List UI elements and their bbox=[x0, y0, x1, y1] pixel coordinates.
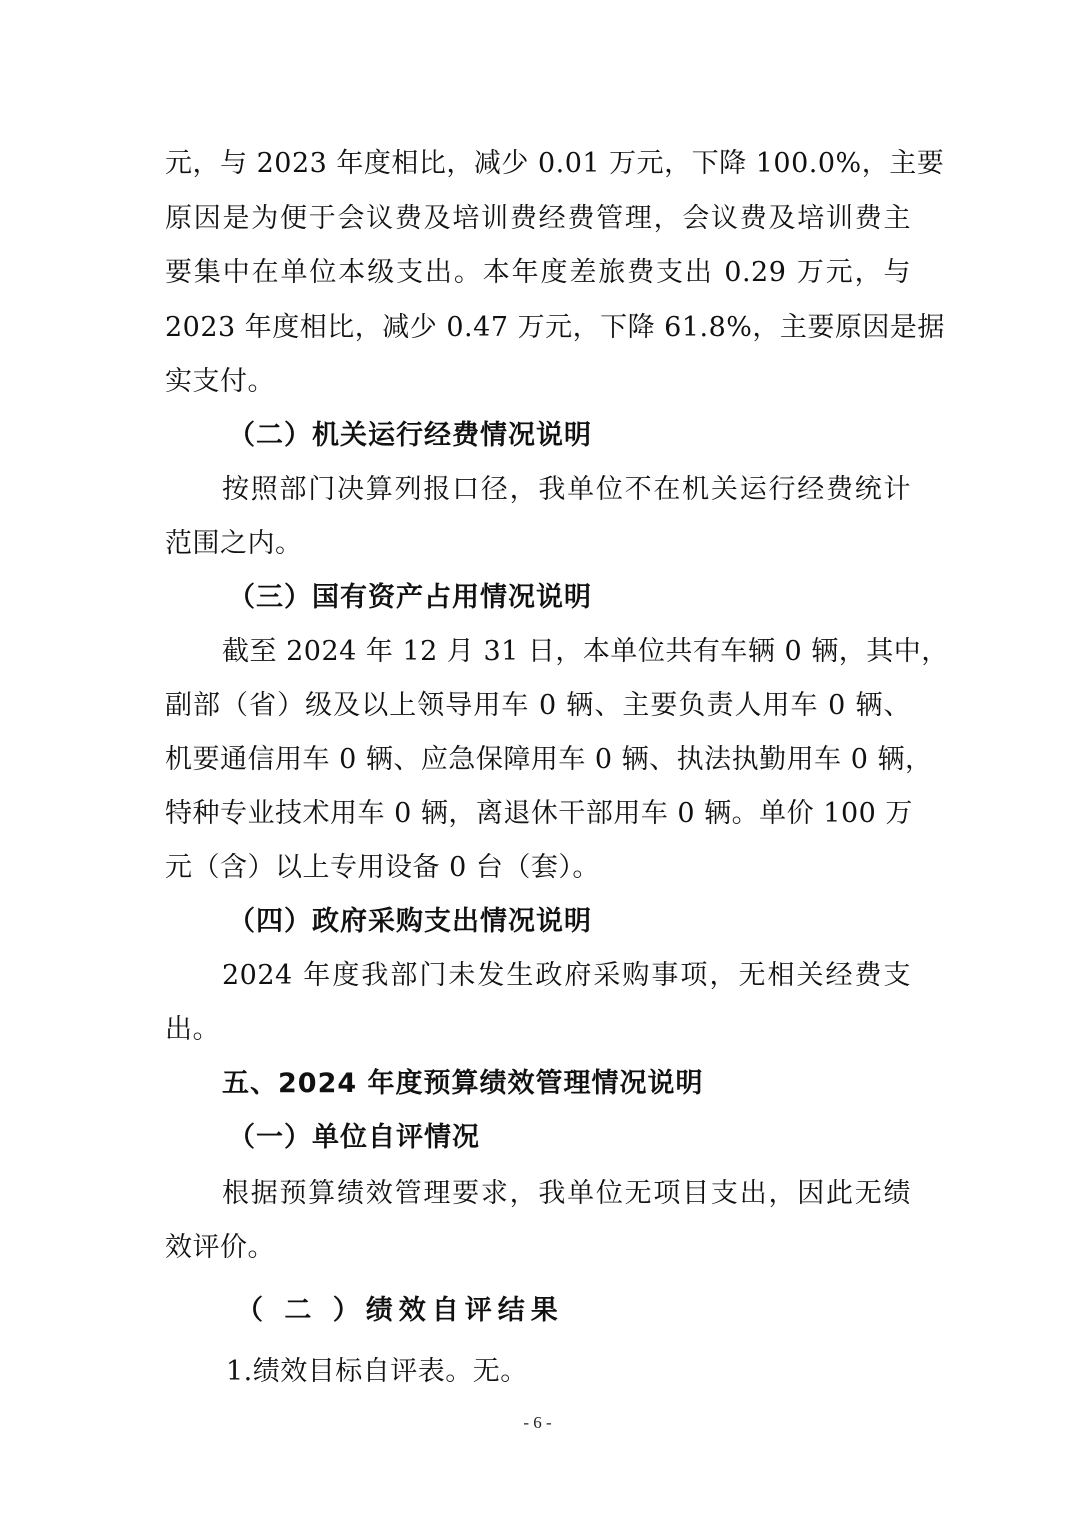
body-text-line: 效评价。 bbox=[165, 1232, 275, 1263]
body-text-line: 原因是为便于会议费及培训费经费管理，会议费及培训费主 bbox=[165, 203, 911, 234]
body-text-line: 机要通信用车 0 辆、应急保障用车 0 辆、执法执勤用车 0 辆， bbox=[165, 744, 933, 775]
section-heading-procurement: （四）政府采购支出情况说明 bbox=[228, 906, 592, 937]
body-text-line: 元（含）以上专用设备 0 台（套）。 bbox=[165, 852, 600, 883]
body-text-line: 1.绩效目标自评表。无。 bbox=[226, 1356, 528, 1387]
body-text-line: 2024 年度我部门未发生政府采购事项，无相关经费支 bbox=[222, 960, 911, 991]
body-text-line: 根据预算绩效管理要求，我单位无项目支出，因此无绩 bbox=[222, 1178, 911, 1209]
body-text-line: 按照部门决算列报口径，我单位不在机关运行经费统计 bbox=[222, 474, 911, 505]
body-text-line: 截至 2024 年 12 月 31 日，本单位共有车辆 0 辆，其中， bbox=[222, 636, 949, 667]
body-text-line: 特种专业技术用车 0 辆，离退休干部用车 0 辆。单价 100 万 bbox=[165, 798, 913, 829]
body-text-line: 出。 bbox=[165, 1014, 220, 1045]
body-text-line: 2023 年度相比，减少 0.47 万元，下降 61.8%，主要原因是据 bbox=[165, 312, 945, 343]
body-text-line: 要集中在单位本级支出。本年度差旅费支出 0.29 万元，与 bbox=[165, 257, 911, 288]
body-text-line: 副部（省）级及以上领导用车 0 辆、主要负责人用车 0 辆、 bbox=[165, 690, 911, 721]
body-text-line: 元，与 2023 年度相比，减少 0.01 万元，下降 100.0%，主要 bbox=[165, 148, 945, 179]
section-heading-self-evaluation: （一）单位自评情况 bbox=[228, 1122, 480, 1153]
page-number: - 6 - bbox=[523, 1413, 552, 1432]
body-text-line: 范围之内。 bbox=[165, 528, 303, 559]
section-heading-evaluation-results: （ 二 ）绩效自评结果 bbox=[236, 1295, 564, 1326]
section-heading-state-assets: （三）国有资产占用情况说明 bbox=[228, 582, 592, 613]
chapter-heading-performance: 五、2024 年度预算绩效管理情况说明 bbox=[222, 1068, 704, 1099]
section-heading-office-expenses: （二）机关运行经费情况说明 bbox=[228, 420, 592, 451]
body-text-line: 实支付。 bbox=[165, 366, 275, 397]
